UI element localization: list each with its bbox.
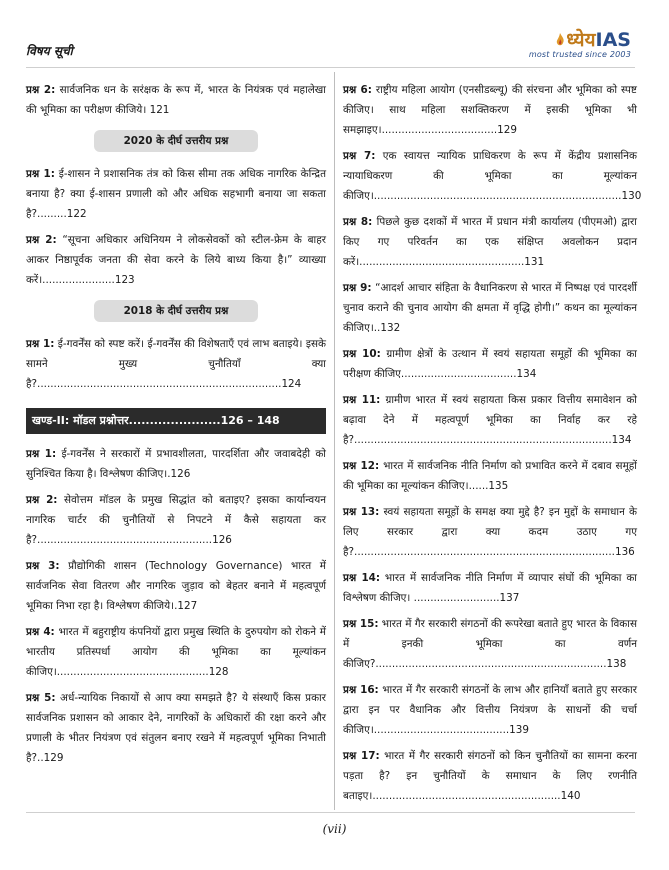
footer-rule [26,812,635,813]
toc-entry[interactable] [26,622,326,682]
page-header-title: विषय सूची [26,44,73,58]
right-column [343,80,642,812]
logo-brand-text: IAS [595,29,631,51]
toc-entry[interactable] [343,502,637,562]
toc-entry[interactable] [26,490,326,550]
question-text: एक स्वायत्त न्यायिक प्राधिकरण के रूप में केंद्रीय प्रशासनिक न्यायाधिकरण की भूमिका का मूल्यांकन कीजिए।...........................................................................130 [343,150,642,202]
question-label: प्रश्न 12: [343,460,380,472]
question-text: ई-गवर्नेंस ने सरकारों में प्रभावशीलता, पारदर्शिता और जवाबदेही को सुनिश्चित किया है। विश्लेषण कीजिए।.126 [26,448,326,480]
question-text: सेवोत्तम मॉडल के प्रमुख सिद्धांत को बताइए? इसका कार्यान्वयन नागरिक चार्टर की चुनौतियों से निपटने में कैसे सहायता कर है?.....................................................126 [26,494,326,546]
question-text: भारत में गैर सरकारी संगठनों के लाभ और हानियाँ बताते हुए सरकार द्वारा इन पर वैधानिक और वित्तीय नियंत्रण के साधनों की चर्चा कीजिए।.........................................139 [343,684,637,736]
logo-hindi-text: ध्येय [566,29,596,51]
logo-wordmark [529,30,631,50]
question-label: प्रश्न 15: [343,618,379,630]
toc-entry[interactable] [343,278,637,338]
question-text: भारत में बहुराष्ट्रीय कंपनियों द्वारा प्रमुख स्थिति के दुरुपयोग को रोकने में भारतीय प्रतिस्पर्धा आयोग की भूमिका का मूल्यांकन कीजिए।..............................................128 [26,626,326,678]
toc-entry[interactable] [26,80,326,120]
question-label: प्रश्न 4: [26,626,55,638]
question-label: प्रश्न 2: [26,84,56,96]
question-text: राष्ट्रीय महिला आयोग (एनसीडब्ल्यू) की संरचना और भूमिका को स्पष्ट कीजिए। साथ महिला सशक्तिकरण में इसकी भूमिका भी समझाइए।...................................129 [343,84,637,136]
toc-entry[interactable] [26,688,326,768]
toc-entry[interactable] [26,164,326,224]
brand-logo [529,30,631,59]
question-label: प्रश्न 11: [343,394,381,406]
question-text: ई-गवर्नेंस को स्पष्ट करें। ई-गवर्नेंस की विशेषताएँ एवं लाभ बताइये। इसके सामने मुख्य चुनौतियाँ क्या है?..........................................................................124 [26,338,326,390]
question-label: प्रश्न 14: [343,572,381,584]
question-text: “सूचना अधिकार अधिनियम ने लोकसेवकों को स्टील-फ्रेम के बाहर आकर निष्ठापूर्वक जनता की सेवा करने के लिये बाध्य किया है।” व्याख्या करें।......................123 [26,234,326,286]
toc-entry[interactable] [343,614,637,674]
question-label: प्रश्न 2: [26,494,58,506]
question-label: प्रश्न 2: [26,234,57,246]
question-label: प्रश्न 1: [26,448,57,460]
section-heading-2020: 2020 के दीर्घ उत्तरीय प्रश्न [94,130,258,152]
section-heading-2018: 2018 के दीर्घ उत्तरीय प्रश्न [94,300,258,322]
question-text: ग्रामीण क्षेत्रों के उत्थान में स्वयं सहायता समूहों की भूमिका का परीक्षण कीजिए...................................134 [343,348,638,380]
toc-entry[interactable] [343,344,637,384]
question-label: प्रश्न 7: [343,150,376,162]
question-label: प्रश्न 5: [26,692,56,704]
question-text: भारत में गैर सरकारी संगठनों को किन चुनौतियों का सामना करना पड़ता है? इन चुनौतियों के समाधान के लिए रणनीति बताइए।.........................................................140 [343,750,638,802]
question-label: प्रश्न 17: [343,750,380,762]
question-text: सार्वजनिक धन के सरंक्षक के रूप में, भारत के नियंत्रक एवं महालेखा की भूमिका का परीक्षण कीजिये। 121 [26,84,326,116]
left-column [26,80,326,774]
question-label: प्रश्न 9: [343,282,372,294]
toc-entry[interactable] [343,390,637,450]
question-text: भारत में सार्वजनिक नीति निर्माण में व्यापार संघों की भूमिका का विश्लेषण कीजिए। ..........................137 [343,572,637,604]
toc-entry[interactable] [26,444,326,484]
question-label: प्रश्न 1: [26,338,55,350]
header-rule [26,67,635,68]
question-text: भारत में गैर सरकारी संगठनों की रूपरेखा बताते हुए भारत के विकास में इनकी भूमिका का वर्णन कीजिए?......................................................................138 [343,618,638,670]
question-text: ग्रामीण भारत में स्वयं सहायता किस प्रकार वित्तीय समावेशन को बढ़ावा देने में महत्वपूर्ण भूमिका का निर्वाह कर रहे है?..............................................................................134 [343,394,637,446]
toc-entry[interactable] [26,230,326,290]
question-label: प्रश्न 3: [26,560,60,572]
question-label: प्रश्न 1: [26,168,55,180]
question-text: भारत में सार्वजनिक नीति निर्माण को प्रभावित करने में दबाव समूहों की भूमिका का मूल्यांकन कीजिए।......135 [343,460,637,492]
part-banner: खण्ड-II: मॉडल प्रश्नोत्तर......................126 – 148 [26,408,326,434]
toc-entry[interactable] [343,456,637,496]
toc-entry[interactable] [343,680,637,740]
question-label: प्रश्न 6: [343,84,372,96]
toc-entry[interactable] [343,212,637,272]
question-label: प्रश्न 16: [343,684,379,696]
question-label: प्रश्न 10: [343,348,381,360]
toc-entry[interactable] [26,556,326,616]
toc-entry[interactable] [343,568,637,608]
question-text: पिछले कुछ दशकों में भारत में प्रधान मंत्री कार्यालय (पीएमओ) द्वारा किए गए परिवर्तन का एक संक्षिप्त अवलोकन प्रदान करें।..................................................131 [343,216,637,268]
flame-icon [555,33,565,47]
question-text: स्वयं सहायता समूहों के समक्ष क्या मुद्दे है? इन मुद्दों के समाधान के लिए सरकार द्वारा क्या कदम उठाए गए है?...............................................................................136 [343,506,637,558]
logo-tagline: most trusted since 2003 [528,50,631,59]
toc-entry[interactable] [343,146,642,206]
question-text: प्रौद्योगिकी शासन (Technology Governance) भारत में सार्वजनिक सेवा वितरण और नागरिक जुड़ाव को बेहतर बनाने में महत्वपूर्ण भूमिका निभा रहा है। विश्लेषण कीजिये।.127 [26,560,326,612]
toc-entry[interactable] [26,334,326,394]
page-number: (vii) [322,822,347,836]
question-text: ई-शासन ने प्रशासनिक तंत्र को किस सीमा तक अधिक नागरिक केन्द्रित बनाया है? क्या ई-शासन प्रणाली को और अधिक सहभागी बनाया जा सकता है?.........122 [26,168,326,220]
column-divider [334,72,335,810]
question-label: प्रश्न 8: [343,216,373,228]
question-label: प्रश्न 13: [343,506,380,518]
question-text: “आदर्श आचार संहिता के वैधानिकरण से भारत में निष्पक्ष एवं पारदर्शी चुनाव कराने की चुनाव आयोग की क्षमता में वृद्धि होगी।” कथन का मूल्यांकन कीजिए।..132 [343,282,637,334]
toc-entry[interactable] [343,80,637,140]
question-text: अर्ध-न्यायिक निकायों से आप क्या समझते है? ये संस्थाएँ किस प्रकार सार्वजनिक प्रशासन को आकार देने, नागरिकों के अधिकारों की रक्षा करने और प्रणाली के भीतर नियंत्रण एवं संतुलन बनाए रखने में महत्वपूर्ण भूमिका निभाती है?..129 [26,692,326,764]
toc-entry[interactable] [343,746,637,806]
